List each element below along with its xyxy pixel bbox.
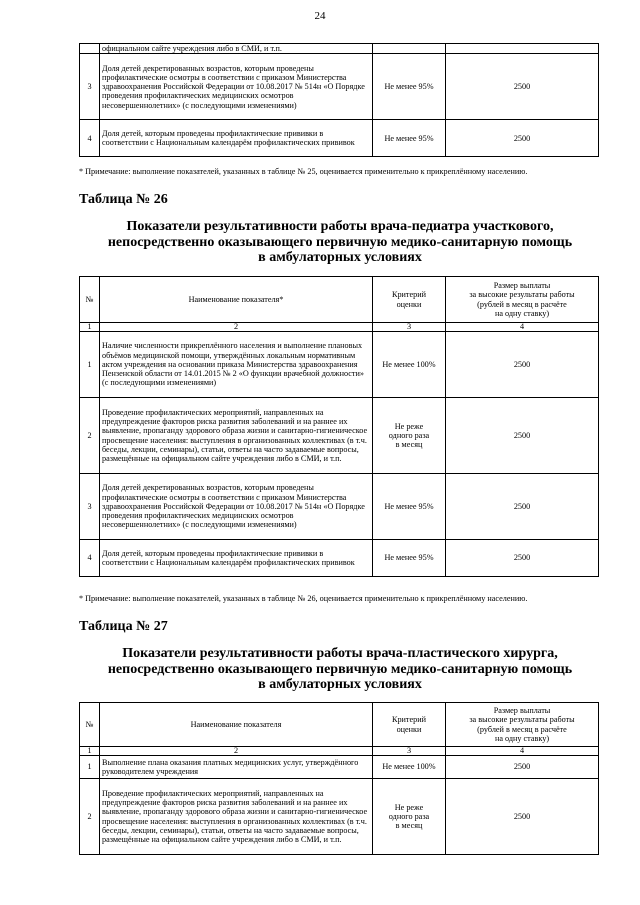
row-criterion: Не менее 100% [373,332,446,398]
column-index: 2 [100,747,373,756]
row-num: 3 [80,474,100,540]
header-line: за высокие результаты работы [469,715,575,725]
table-row [80,779,599,855]
footnote: * Примечание: выполнение показателей, указанных в таблице № 26, оценивается применительно к прикреплённому населению. [79,594,528,603]
title-line: Показатели результативности работы врача-пластического хирурга, [122,646,558,661]
row-payment: 2500 [446,54,599,120]
row-name: Выполнение плана оказания платных медицинских услуг, утверждённого руководителем учреждения [100,756,373,779]
column-index: 3 [373,747,446,756]
table-row [80,120,599,157]
column-index-row [80,747,599,756]
column-index: 3 [373,323,446,332]
table-row [80,398,599,474]
table-row [80,474,599,540]
column-index: 4 [446,747,599,756]
column-index: 1 [80,323,100,332]
row-criterion: Не менее 100% [373,756,446,779]
header-line: Размер выплаты [493,280,551,290]
criterion-line: Не реже [394,421,424,431]
row-payment: 2500 [446,120,599,157]
header-payment [446,703,599,747]
row-name: официальном сайте учреждения либо в СМИ, и т.п. [100,44,373,54]
header-line: на одну ставку) [494,308,550,318]
row-name: Проведение профилактических мероприятий, направленных на предупреждение факторов риска развития заболеваний и на раннее их выявление, пропаганду здорового образа жизни и санитарно-гигиеническое просвещение населения: выступления в организованных коллективах (в т.ч. беседы, лекции, семинары), статьи, ответы на часто задаваемые вопросы, размещённые на официальном сайте учреждения либо в СМИ, и т.п. [100,779,373,855]
table-label: Таблица № 26 [79,192,168,207]
row-criterion [373,44,446,54]
column-index: 4 [446,323,599,332]
table-row [80,44,599,54]
header-name: Наименование показателя* [100,277,373,323]
row-num: 4 [80,120,100,157]
criterion-line: в месяц [395,440,423,450]
criterion-line: Не реже [394,802,424,812]
table-27 [79,702,599,855]
header-num: № [80,277,100,323]
criterion-line: в месяц [395,821,423,831]
row-payment: 2500 [446,756,599,779]
row-criterion [373,779,446,855]
criterion-line: одного раза [388,430,430,440]
header-line: (рублей в месяц в расчёте [477,724,567,734]
title-line: непосредственно оказывающего первичную медико-санитарную помощь [107,234,573,250]
header-name: Наименование показателя [100,703,373,747]
title-line: в амбулаторных условиях [258,677,422,692]
row-name: Доля детей декретированных возрастов, которым проведены профилактические осмотры в соответствии с приказом Министерства здравоохранения Российской Федерации от 10.08.2017 № 514н «О Порядке проведения профилактических медицинских осмотров несовершеннолетних» (с последующими изменениями) [100,474,373,540]
table-header-row [80,703,599,747]
row-name: Доля детей, которым проведены профилактические прививки в соответствии с Национальным календарём профилактических прививок [100,540,373,577]
header-line: на одну ставку) [494,733,550,743]
column-index: 1 [80,747,100,756]
row-num: 4 [80,540,100,577]
row-criterion: Не менее 95% [373,54,446,120]
table-row [80,54,599,120]
header-line: Критерий [391,715,426,725]
row-criterion [373,398,446,474]
page-number: 24 [314,10,326,22]
table-25-continuation [79,43,599,157]
row-payment: 2500 [446,540,599,577]
row-criterion: Не менее 95% [373,474,446,540]
column-index: 2 [100,323,373,332]
row-payment [446,44,599,54]
row-num: 3 [80,54,100,120]
header-criterion [373,703,446,747]
table-title [80,219,600,266]
row-num: 2 [80,398,100,474]
column-index-row [80,323,599,332]
row-payment: 2500 [446,474,599,540]
table-title [80,646,600,693]
title-line: непосредственно оказывающего первичную медико-санитарную помощь [107,661,573,677]
row-payment: 2500 [446,398,599,474]
row-num: 1 [80,332,100,398]
row-name: Доля детей декретированных возрастов, которым проведены профилактические осмотры в соответствии с приказом Министерства здравоохранения Российской Федерации от 10.08.2017 № 514н «О Порядке проведения профилактических медицинских осмотров несовершеннолетних» (с последующими изменениями) [100,54,373,120]
criterion-line: одного раза [388,811,430,821]
row-payment: 2500 [446,332,599,398]
header-num: № [80,703,100,747]
table-row [80,332,599,398]
header-line: Критерий [391,290,426,300]
table-row [80,756,599,779]
header-line: оценки [396,724,422,734]
row-name: Проведение профилактических мероприятий, направленных на предупреждение факторов риска развития заболеваний и на раннее их выявление, пропаганду здорового образа жизни и санитарно-гигиеническое просвещение населения: выступления в организованных коллективах (в т.ч. беседы, лекции, семинары), статьи, ответы на часто задаваемые вопросы, размещённые на официальном сайте учреждения либо в СМИ, и т.п. [100,398,373,474]
header-line: (рублей в месяц в расчёте [477,299,567,309]
table-label: Таблица № 27 [79,619,168,634]
row-criterion: Не менее 95% [373,120,446,157]
header-criterion [373,277,446,323]
row-name: Наличие численности прикреплённого населения и выполнение плановых объёмов медицинской помощи, утверждённых локальным нормативным актом учреждения на основании приказа Министерства здравоохранения Пензенской области от 14.01.2015 № 2 «О функции врачебной должности» (с последующими изменениями) [100,332,373,398]
row-payment: 2500 [446,779,599,855]
header-line: Размер выплаты [493,705,551,715]
footnote: * Примечание: выполнение показателей, указанных в таблице № 25, оценивается применительно к прикреплённому населению. [79,167,528,176]
table-26 [79,276,599,577]
header-line: за высокие результаты работы [469,290,575,300]
row-num: 1 [80,756,100,779]
row-num [80,44,100,54]
title-line: в амбулаторных условиях [258,250,422,265]
table-row [80,540,599,577]
row-num: 2 [80,779,100,855]
title-line: Показатели результативности работы врача-педиатра участкового, [126,219,554,234]
row-name: Доля детей, которым проведены профилактические прививки в соответствии с Национальным календарём профилактических прививок [100,120,373,157]
header-line: оценки [396,299,422,309]
table-header-row [80,277,599,323]
header-payment [446,277,599,323]
row-criterion: Не менее 95% [373,540,446,577]
